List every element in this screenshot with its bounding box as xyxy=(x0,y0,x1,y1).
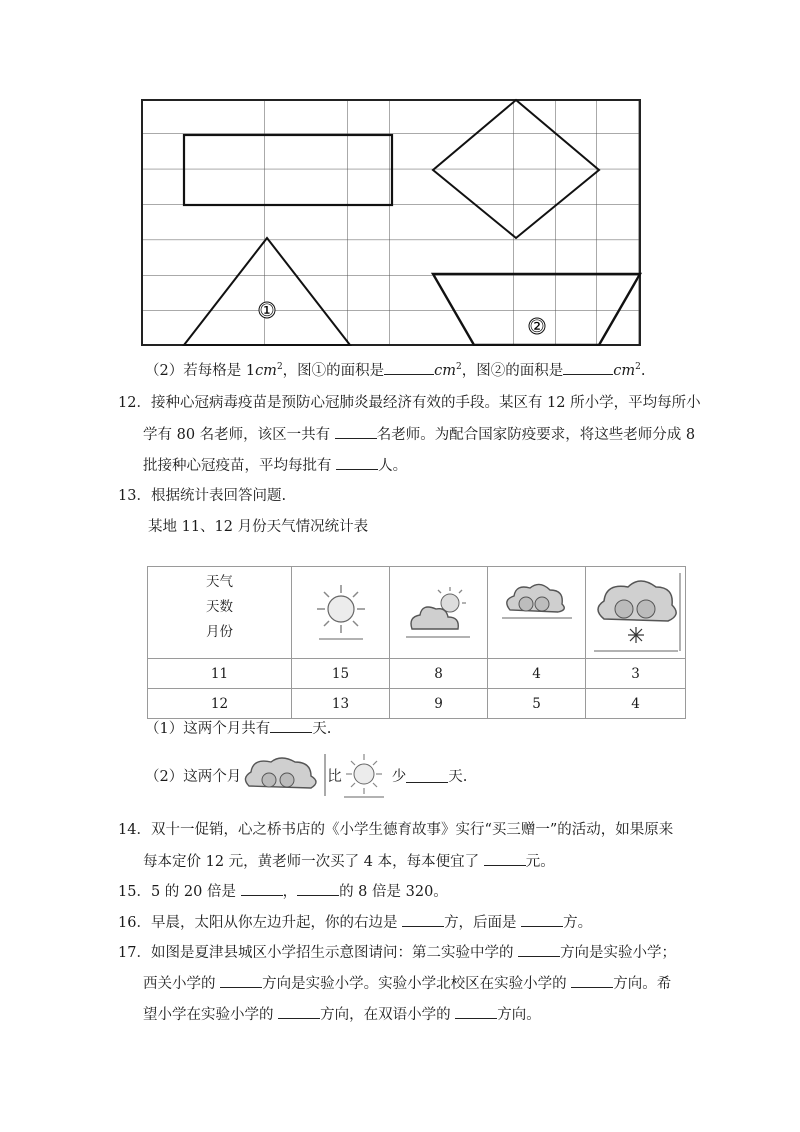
snow-header xyxy=(586,567,686,659)
q11-part2: （2）若每格是 $1cm^2$，图①的面积是 $cm^2$，图②的面积是 $cm^2$. xyxy=(145,357,646,381)
answer-blank-per-batch[interactable] xyxy=(336,455,378,470)
partly-cloudy-header xyxy=(390,567,488,659)
answer-blank-total-days[interactable] xyxy=(270,718,312,733)
answer-blank-area2[interactable] xyxy=(563,360,613,375)
q12-line3: 批接种心冠疫苗，平均每批有 人。 xyxy=(143,455,407,476)
q14-line2: 每本定价 12 元，黄老师一次买了 4 本，每本便宜了 元。 xyxy=(143,851,555,872)
answer-blank-area1[interactable] xyxy=(384,360,434,375)
table-row: 12 13 9 5 4 xyxy=(148,689,686,719)
snow-cloud-small-icon xyxy=(241,752,327,798)
shape2-label: ② xyxy=(529,317,545,337)
answer-blank-17b[interactable] xyxy=(220,973,262,988)
table-row: 11 15 8 4 3 xyxy=(148,659,686,689)
q12-line1: 12．接种心冠病毒疫苗是预防心冠肺炎最经济有效的手段。某区有 12 所小学，平均每所小 xyxy=(118,395,701,411)
q13-intro: 13．根据统计表回答问题. xyxy=(118,488,287,504)
q17-line3: 望小学在实验小学的 方向，在双语小学的 方向。 xyxy=(143,1004,541,1025)
answer-blank-15b[interactable] xyxy=(297,881,339,896)
q17-line2: 西关小学的 方向是实验小学。实验小学北校区在实验小学的 方向。希 xyxy=(143,973,671,994)
answer-blank-behind[interactable] xyxy=(521,912,563,927)
q17-line1: 17．如图是夏津县城区小学招生示意图请问：第二实验中学的 方向是实验小学； xyxy=(118,942,676,963)
table-title: 某地 11、12 月份天气情况统计表 xyxy=(148,519,369,535)
answer-blank-difference[interactable] xyxy=(406,768,448,783)
answer-blank-teachers[interactable] xyxy=(335,424,377,439)
answer-blank-17d[interactable] xyxy=(278,1004,320,1019)
answer-blank-17a[interactable] xyxy=(518,942,560,957)
sun-icon xyxy=(311,581,371,641)
q13-sub1: （1）这两个月共有 天. xyxy=(145,718,331,739)
table-header-cell: 天气 天数 月份 xyxy=(148,567,292,659)
grid-figure xyxy=(140,98,644,346)
weather-table xyxy=(147,566,686,719)
cloudy-icon xyxy=(500,576,574,620)
sunny-header xyxy=(292,567,390,659)
q15: 15．5 的 20 倍是 ， 的 8 倍是 320。 xyxy=(118,881,448,902)
q16: 16．早晨，太阳从你左边升起，你的右边是 方，后面是 方。 xyxy=(118,912,592,933)
q14-line1: 14．双十一促销，心之桥书店的《小学生德育故事》实行“买三赠一”的活动，如果原来 xyxy=(118,822,674,838)
shape1-label: ① xyxy=(259,301,275,321)
partly-cloudy-icon xyxy=(404,581,474,641)
answer-blank-17c[interactable] xyxy=(571,973,613,988)
sun-small-icon xyxy=(342,752,386,798)
q13-sub2: （2）这两个月 比 少 天. xyxy=(145,752,467,798)
answer-blank-17e[interactable] xyxy=(455,1004,497,1019)
answer-blank-discount[interactable] xyxy=(484,851,526,866)
answer-blank-15a[interactable] xyxy=(241,881,283,896)
answer-blank-right[interactable] xyxy=(402,912,444,927)
snow-cloud-icon xyxy=(590,569,682,653)
cloudy-header xyxy=(488,567,586,659)
q12-line2: 学有 80 名老师，该区一共有 名老师。为配合国家防疫要求，将这些老师分成 8 xyxy=(143,424,695,445)
